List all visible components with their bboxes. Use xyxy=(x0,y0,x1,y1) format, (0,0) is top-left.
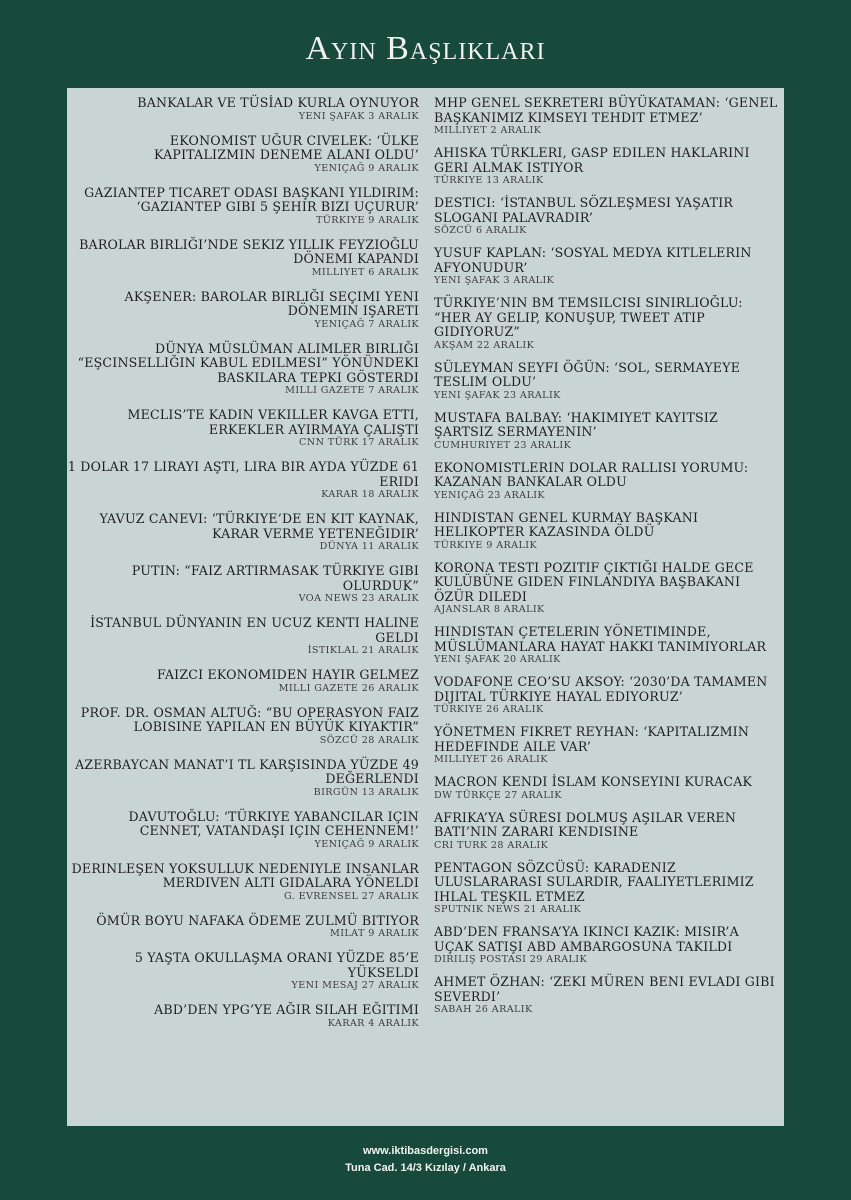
headline-text: EKONOMISTLERIN DOLAR RALLISI YORUMU: KAZANAN BANKALAR OLDU xyxy=(434,459,749,489)
headline-entry xyxy=(67,951,419,992)
headline-entry xyxy=(67,512,419,553)
headline-source: YENIÇAĞ 9 ARALIK xyxy=(314,162,419,174)
headline-source: TÜRKIYE 9 ARALIK xyxy=(434,539,538,551)
headline-source: SÖZCÜ 6 ARALIK xyxy=(434,225,527,236)
headline-text: EKONOMIST UĞUR CIVELEK: ‘ÜLKE KAPITALIZMIN DENEME ALANI OLDU’ xyxy=(154,132,419,162)
headline-entry xyxy=(67,758,419,799)
headline-source: DW TÜRKÇE 27 ARALIK xyxy=(434,789,562,801)
headline-entry xyxy=(434,925,779,966)
headline-entry xyxy=(67,408,419,449)
headline-text: YAVUZ CANEVI: ‘TÜRKIYE’DE EN KIT KAYNAK, KARAR VERME YETENEĞIDIR’ xyxy=(99,511,419,541)
headline-source: SPUTNIK NEWS 21 ARALIK xyxy=(434,904,582,915)
headline-entry xyxy=(434,675,779,716)
headline-source: CUMHURIYET 23 ARALIK xyxy=(434,439,572,451)
headline-text: DÜNYA MÜSLÜMAN ALIMLER BIRLIĞI “EŞCINSELLIĞIN KABUL EDILMESI” YÖNÜNDEKI BASKILARA TEPKI GÖSTERDI xyxy=(77,340,419,385)
headline-entry xyxy=(67,914,419,941)
headline-text: AKŞENER: BAROLAR BIRLIĞI SEÇIMI YENI DÖNEMIN IŞARETI xyxy=(124,288,419,318)
footer-address: Tuna Cad. 14/3 Kızılay / Ankara xyxy=(345,1162,506,1174)
headline-source: KARAR 18 ARALIK xyxy=(321,489,419,500)
headline-source: YENI ŞAFAK 23 ARALIK xyxy=(434,389,561,401)
headline-text: BANKALAR VE TÜSİAD KURLA OYNUYOR xyxy=(137,95,419,110)
headline-text: 5 YAŞTA OKULLAŞMA ORANI YÜZDE 85’E YÜKSELDI xyxy=(134,950,419,980)
footer-website: www.iktibasdergisi.com xyxy=(363,1145,488,1157)
headlines-panel xyxy=(67,88,784,1126)
headline-source: DÜNYA 11 ARALIK xyxy=(319,541,419,552)
headline-source: CNN TÜRK 17 ARALIK xyxy=(299,437,419,448)
headline-entry xyxy=(67,134,419,175)
headline-text: MHP GENEL SEKRETERI BÜYÜKATAMAN: ‘GENEL BAŞKANIMIZ KIMSEYI TEHDIT ETMEZ’ xyxy=(434,95,778,125)
headline-source: CRI TURK 28 ARALIK xyxy=(434,839,549,851)
headline-entry xyxy=(434,861,779,917)
headline-entry xyxy=(434,296,779,352)
headline-source: YENI ŞAFAK 20 ARALIK xyxy=(434,654,561,665)
headline-text: SÜLEYMAN SEYFI ÖĞÜN: ‘SOL, SERMAYEYE TESLIM OLDU’ xyxy=(434,359,741,389)
headline-text: AHISKA TÜRKLERI, GASP EDILEN HAKLARINI GERI ALMAK ISTIYOR xyxy=(434,145,750,175)
headline-entry xyxy=(67,706,419,747)
headline-entry xyxy=(67,290,419,331)
headline-entry xyxy=(67,238,419,279)
headline-text: ABD’DEN YPG’YE AĞIR SILAH EĞITIMI xyxy=(154,1002,419,1017)
headline-source: YENI ŞAFAK 3 ARALIK xyxy=(298,110,419,122)
headline-text: MUSTAFA BALBAY: ‘HAKIMIYET KAYITSIZ ŞARTSIZ SERMAYENIN’ xyxy=(434,409,719,439)
headline-entry xyxy=(67,668,419,695)
headline-source: MILLIYET 2 ARALIK xyxy=(434,125,542,136)
headline-source: YENIÇAĞ 9 ARALIK xyxy=(314,838,419,850)
headline-entry xyxy=(434,411,779,452)
headline-text: YUSUF KAPLAN: ‘SOSYAL MEDYA KITLELERIN AFYONUDUR’ xyxy=(434,245,752,275)
headline-text: DERINLEŞEN YOKSULLUK NEDENIYLE INSANLAR MERDIVEN ALTI GIDALARA YÖNELDI xyxy=(71,860,419,890)
headline-entry xyxy=(67,460,419,501)
headline-source: MILLIYET 26 ARALIK xyxy=(434,754,548,765)
headline-entry xyxy=(434,725,779,766)
headline-source: MILLI GAZETE 26 ARALIK xyxy=(278,682,419,694)
headline-source: SÖZCÜ 28 ARALIK xyxy=(319,734,419,746)
headline-text: TÜRKIYE’NIN BM TEMSILCISI SINIRLIOĞLU: “HER AY GELIP, KONUŞUP, TWEET ATIP GIDIYORUZ” xyxy=(434,295,743,339)
headline-entry xyxy=(434,811,779,852)
headline-text: YÖNETMEN FIKRET REYHAN: ‘KAPITALIZMIN HEDEFINDE AILE VAR’ xyxy=(434,724,750,754)
headline-source: MILLIYET 6 ARALIK xyxy=(311,266,419,278)
headline-source: MILAT 9 ARALIK xyxy=(330,928,419,939)
headline-text: HINDISTAN GENEL KURMAY BAŞKANI HELIKOPTER KAZASINDA ÖLDÜ xyxy=(434,509,699,539)
headline-source: YENIÇAĞ 23 ARALIK xyxy=(434,489,545,501)
headline-text: PENTAGON SÖZCÜSÜ: KARADENIZ ULUSLARARASI SULARDIR, FAALIYETLERIMIZ IHLAL TEŞKIL ETMEZ xyxy=(434,859,754,904)
headline-entry xyxy=(434,196,779,237)
headline-entry xyxy=(434,246,779,287)
headline-source: TÜRKIYE 9 ARALIK xyxy=(315,214,419,226)
headline-text: GAZIANTEP TICARET ODASI BAŞKANI YILDIRIM: ‘GAZIANTEP GIBI 5 ŞEHIR BIZI UÇURUR’ xyxy=(84,184,419,214)
headline-text: MACRON KENDI İSLAM KONSEYINI KURACAK xyxy=(434,774,753,789)
headline-entry xyxy=(434,975,779,1016)
headline-text: KORONA TESTI POZITIF ÇIKTIĞI HALDE GECE KULÜBÜNE GIDEN FINLANDIYA BAŞBAKANI ÖZÜR DILEDI xyxy=(434,559,754,604)
headline-source: AJANSLAR 8 ARALIK xyxy=(434,604,545,615)
headline-source: AKŞAM 22 ARALIK xyxy=(434,339,535,351)
headline-entry xyxy=(67,186,419,227)
headline-text: DAVUTOĞLU: ‘TÜRKIYE YABANCILAR IÇIN CENNET, VATANDAŞI IÇIN CEHENNEM!’ xyxy=(128,808,419,838)
headline-entry xyxy=(67,810,419,851)
headline-text: AZERBAYCAN MANAT’I TL KARŞISINDA YÜZDE 49 DEĞERLENDI xyxy=(75,756,419,786)
headline-source: YENI MESAJ 27 ARALIK xyxy=(291,980,419,991)
headline-source: BIRGÜN 13 ARALIK xyxy=(313,786,419,798)
headline-source: KARAR 4 ARALIK xyxy=(327,1017,419,1029)
headline-text: İSTANBUL DÜNYANIN EN UCUZ KENTI HALINE GELDI xyxy=(90,615,419,645)
headline-entry xyxy=(67,564,419,605)
headline-entry xyxy=(434,361,779,402)
headline-entry xyxy=(434,775,779,802)
left-column xyxy=(67,96,419,1041)
headline-text: DESTICI: ‘İSTANBUL SÖZLEŞMESI YAŞATIR SLOGANI PALAVRADIR’ xyxy=(434,195,734,225)
headline-entry xyxy=(434,511,779,552)
headline-source: VOA NEWS 23 ARALIK xyxy=(298,593,419,604)
headline-text: FAIZCI EKONOMIDEN HAYIR GELMEZ xyxy=(157,667,419,682)
page-title: Ayın Başlıkları xyxy=(305,30,546,67)
headline-text: 1 DOLAR 17 LIRAYI AŞTI, LIRA BIR AYDA YÜZDE 61 ERIDI xyxy=(67,459,419,489)
headline-text: MECLIS’TE KADIN VEKILLER KAVGA ETTI, ERKEKLER AYIRMAYA ÇALIŞTI xyxy=(127,407,419,437)
headline-entry xyxy=(434,96,779,137)
headline-source: YENI ŞAFAK 3 ARALIK xyxy=(434,275,555,286)
headline-text: PROF. DR. OSMAN ALTUĞ: “BU OPERASYON FAIZ LOBISINE YAPILAN EN BÜYÜK KIYAKTIR” xyxy=(80,704,419,734)
headline-entry xyxy=(434,561,779,617)
headline-entry xyxy=(67,1003,419,1030)
headline-source: TÜRKIYE 26 ARALIK xyxy=(434,704,544,715)
right-column xyxy=(434,96,779,1025)
headline-text: AHMET ÖZHAN: ‘ZEKI MÜREN BENI EVLADI GIBI SEVERDI’ xyxy=(434,974,775,1004)
headline-entry xyxy=(434,461,779,502)
headline-entry xyxy=(67,96,419,123)
headline-entry xyxy=(67,616,419,657)
headline-source: İSTIKLAL 21 ARALIK xyxy=(307,645,419,656)
headline-text: AFRIKA’YA SÜRESI DOLMUŞ AŞILAR VEREN BATI’NIN ZARARI KENDISINE xyxy=(434,809,737,839)
headline-source: TÜRKIYE 13 ARALIK xyxy=(434,175,544,186)
headline-entry xyxy=(434,146,779,187)
headline-text: HINDISTAN ÇETELERIN YÖNETIMINDE, MÜSLÜMANLARA HAYAT HAKKI TANIMIYORLAR xyxy=(434,624,767,654)
headline-entry xyxy=(434,625,779,666)
headline-source: YENIÇAĞ 7 ARALIK xyxy=(314,318,419,330)
headline-text: ABD’DEN FRANSA’YA IKINCI KAZIK: MISIR’A UÇAK SATIŞI ABD AMBARGOSUNA TAKILDI xyxy=(434,924,739,954)
headline-text: BAROLAR BIRLIĞI’NDE SEKIZ YILLIK FEYZIOĞLU DÖNEMI KAPANDI xyxy=(79,236,419,266)
headline-entry xyxy=(67,862,419,903)
headline-entry xyxy=(67,342,419,398)
headline-text: ÖMÜR BOYU NAFAKA ÖDEME ZULMÜ BITIYOR xyxy=(96,912,419,928)
headline-source: DIRILIŞ POSTASI 29 ARALIK xyxy=(434,954,588,965)
headline-source: G. EVRENSEL 27 ARALIK xyxy=(283,890,419,902)
headline-source: MILLI GAZETE 7 ARALIK xyxy=(285,385,419,396)
headline-text: VODAFONE CEO’SU AKSOY: ‘2030’DA TAMAMEN DIJITAL TÜRKIYE HAYAL EDIYORUZ’ xyxy=(434,674,768,704)
headline-source: SABAH 26 ARALIK xyxy=(434,1004,533,1015)
headline-text: PUTIN: “FAIZ ARTIRMASAK TÜRKIYE GIBI OLURDUK” xyxy=(131,563,419,593)
